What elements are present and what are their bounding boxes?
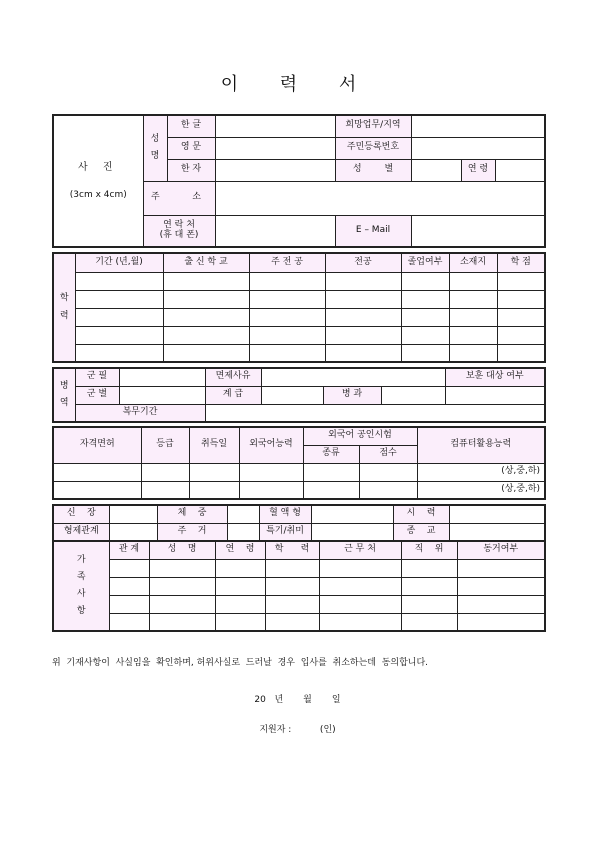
applicant-signature-line: 지원자 : (인) xyxy=(259,725,336,735)
height-label: 신 장 xyxy=(53,505,109,523)
branch-field[interactable] xyxy=(119,368,205,386)
service-type-label: 군 별 xyxy=(75,386,119,404)
exemption-field[interactable] xyxy=(261,368,445,386)
education-section xyxy=(52,252,544,363)
name-label: 성 명 xyxy=(143,115,167,181)
specialty-field[interactable] xyxy=(381,386,445,404)
personal-info-section xyxy=(52,114,544,248)
table-row xyxy=(53,308,545,326)
family-side-label: 가 족 사 항 xyxy=(53,542,109,631)
table-row xyxy=(53,481,545,499)
religion-label: 종 교 xyxy=(393,523,449,541)
residence-label: 주 거 xyxy=(157,523,227,541)
height-field[interactable] xyxy=(109,505,157,523)
date-acquired-label: 취득일 xyxy=(189,427,239,463)
specialty-label: 병 과 xyxy=(323,386,381,404)
name-hanja-label: 한 자 xyxy=(167,159,215,181)
branch-label: 군 필 xyxy=(75,368,119,386)
edu-header: 졸업여부 xyxy=(401,253,449,272)
edu-header: 전공 xyxy=(325,253,401,272)
license-label: 자격면허 xyxy=(53,427,141,463)
blood-label: 혈 액 형 xyxy=(259,505,311,523)
page-title: 이 력 서 xyxy=(220,74,375,95)
test-type-label: 종류 xyxy=(303,445,359,463)
other-info-section xyxy=(52,504,544,632)
exemption-label: 면제사유 xyxy=(205,368,261,386)
name-hangul-field[interactable] xyxy=(215,115,335,137)
skills-field[interactable] xyxy=(311,523,393,541)
test-header: 외국어 공인시험 xyxy=(303,427,417,445)
family-header: 성 명 xyxy=(149,542,215,559)
table-row xyxy=(53,272,545,290)
siblings-label: 형제관계 xyxy=(53,523,109,541)
veteran-field[interactable] xyxy=(445,386,545,404)
photo-box xyxy=(53,115,143,247)
vision-field[interactable] xyxy=(449,505,545,523)
computer-level[interactable]: (상,중,하) xyxy=(417,481,545,499)
table-row xyxy=(53,613,545,631)
declaration-text: 위 기재사항이 사실임을 확인하며, 허위사실로 드러날 경우 입사를 취소하는데 동의합니다. xyxy=(52,658,429,668)
table-row xyxy=(53,577,545,595)
computer-level[interactable]: (상,중,하) xyxy=(417,463,545,481)
score-label: 점수 xyxy=(359,445,417,463)
name-english-field[interactable] xyxy=(215,137,335,159)
photo-size: (3cm x 4cm) xyxy=(69,189,127,200)
edu-header: 주 전 공 xyxy=(249,253,325,272)
table-row xyxy=(53,463,545,481)
family-header: 연 령 xyxy=(215,542,265,559)
name-hangul-label: 한 글 xyxy=(167,115,215,137)
education-side-label: 학 력 xyxy=(53,253,75,362)
veteran-label: 보훈 대상 여부 xyxy=(445,368,545,386)
religion-field[interactable] xyxy=(449,523,545,541)
age-field[interactable] xyxy=(495,159,545,181)
weight-label: 체 중 xyxy=(157,505,227,523)
service-period-label: 복무기간 xyxy=(75,404,205,422)
table-row xyxy=(53,344,545,362)
table-row xyxy=(53,290,545,308)
vision-label: 시 력 xyxy=(393,505,449,523)
qualifications-section xyxy=(52,426,544,500)
rank-field[interactable] xyxy=(261,386,323,404)
siblings-field[interactable] xyxy=(109,523,157,541)
weight-field[interactable] xyxy=(227,505,259,523)
grade-label: 등급 xyxy=(141,427,189,463)
blood-field[interactable] xyxy=(311,505,393,523)
edu-header: 소재지 xyxy=(449,253,497,272)
edu-header: 기간 (년,월) xyxy=(75,253,163,272)
rank-label: 계 급 xyxy=(205,386,261,404)
family-header: 관 계 xyxy=(109,542,149,559)
table-row xyxy=(53,326,545,344)
family-header: 동거여부 xyxy=(457,542,545,559)
contact-label: 연 락 처 (휴 대 폰) xyxy=(143,215,215,247)
contact-field[interactable] xyxy=(215,215,335,247)
family-header: 직 위 xyxy=(401,542,457,559)
service-period-field[interactable] xyxy=(205,404,545,422)
email-label: E – Mail xyxy=(335,215,411,247)
resident-no-field[interactable] xyxy=(411,137,545,159)
date-line: 20 년 월 일 xyxy=(254,695,341,705)
military-section xyxy=(52,367,544,423)
photo-label: 사 진 xyxy=(78,161,119,173)
service-type-field[interactable] xyxy=(119,386,205,404)
family-header: 근 무 처 xyxy=(319,542,401,559)
language-label: 외국어능력 xyxy=(239,427,303,463)
address-field[interactable] xyxy=(215,181,545,215)
desired-job-label: 희망업무/지역 xyxy=(335,115,411,137)
name-hanja-field[interactable] xyxy=(215,159,335,181)
table-row xyxy=(53,595,545,613)
family-header: 학 력 xyxy=(265,542,319,559)
table-row xyxy=(53,559,545,577)
desired-job-field[interactable] xyxy=(411,115,545,137)
email-field[interactable] xyxy=(411,215,545,247)
resident-no-label: 주민등록번호 xyxy=(335,137,411,159)
edu-header: 출 신 학 교 xyxy=(163,253,249,272)
address-label: 주 소 xyxy=(143,181,215,215)
residence-field[interactable] xyxy=(227,523,259,541)
edu-header: 학 점 xyxy=(497,253,545,272)
gender-label: 성 별 xyxy=(335,159,411,181)
skills-label: 특기/취미 xyxy=(259,523,311,541)
military-side-label: 병 역 xyxy=(53,368,75,422)
age-label: 연 령 xyxy=(461,159,495,181)
computer-label: 컴퓨터활용능력 xyxy=(417,427,545,463)
name-english-label: 영 문 xyxy=(167,137,215,159)
gender-field[interactable] xyxy=(411,159,461,181)
